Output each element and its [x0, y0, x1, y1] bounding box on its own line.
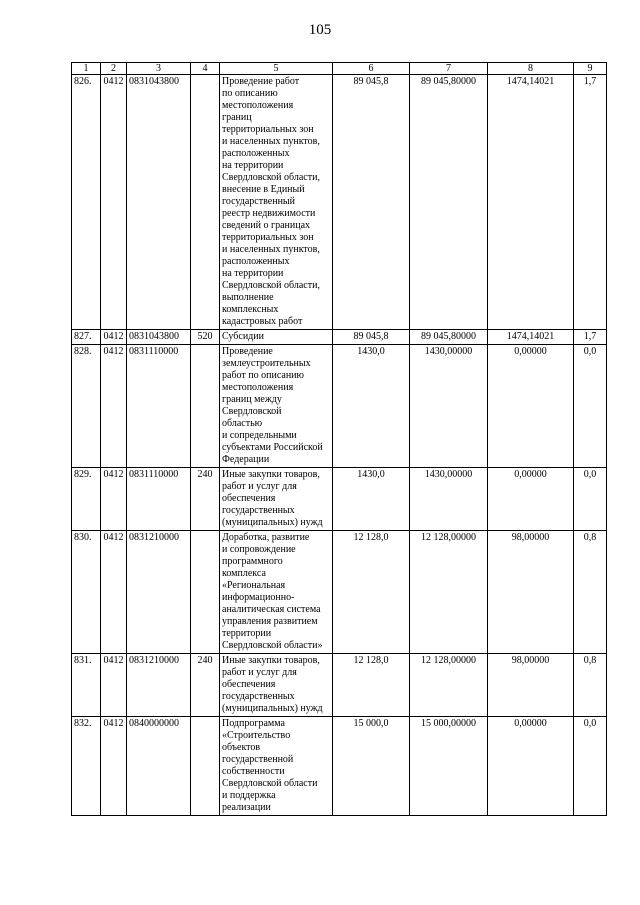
value-col6: 12 128,0	[333, 531, 410, 654]
row-number: 827.	[72, 330, 101, 345]
table-row	[72, 717, 607, 816]
section-code: 0412	[101, 717, 127, 816]
row-number: 829.	[72, 468, 101, 531]
expense-kind: 520	[191, 330, 220, 345]
value-col8: 98,00000	[488, 531, 574, 654]
item-name: Проведение работ по описанию местоположения границ территориальных зон и населенных пунктов, расположенных на территории Свердловской области, внесение в Единый государственный реестр недвижимости сведений о границах территориальных зон и населенных пунктов, расположенных на территории Свердловской области, выполнение комплексных кадастровых работ	[220, 75, 333, 330]
value-col7: 89 045,80000	[410, 75, 488, 330]
value-col6: 89 045,8	[333, 330, 410, 345]
column-header: 6	[333, 63, 410, 75]
expense-kind: 240	[191, 468, 220, 531]
expense-kind	[191, 717, 220, 816]
value-col7: 1430,00000	[410, 468, 488, 531]
value-col6: 1430,0	[333, 345, 410, 468]
column-header: 5	[220, 63, 333, 75]
item-name: Проведение землеустроительных работ по описанию местоположения границ между Свердловской областью и сопредельными субъектами Российской Федерации	[220, 345, 333, 468]
section-code: 0412	[101, 468, 127, 531]
target-code: 0831043800	[127, 75, 191, 330]
value-col9: 0,0	[574, 345, 607, 468]
section-code: 0412	[101, 531, 127, 654]
target-code: 0831210000	[127, 531, 191, 654]
expense-kind: 240	[191, 654, 220, 717]
expense-kind	[191, 345, 220, 468]
table-row	[72, 468, 607, 531]
item-name: Иные закупки товаров, работ и услуг для обеспечения государственных (муниципальных) нужд	[220, 468, 333, 531]
target-code: 0831210000	[127, 654, 191, 717]
row-number: 830.	[72, 531, 101, 654]
table-row	[72, 654, 607, 717]
table-row	[72, 345, 607, 468]
table-row	[72, 531, 607, 654]
target-code: 0840000000	[127, 717, 191, 816]
value-col6: 89 045,8	[333, 75, 410, 330]
value-col6: 12 128,0	[333, 654, 410, 717]
expense-kind	[191, 75, 220, 330]
column-header: 3	[127, 63, 191, 75]
row-number: 832.	[72, 717, 101, 816]
value-col9: 0,8	[574, 531, 607, 654]
page-number: 105	[308, 22, 332, 38]
value-col7: 89 045,80000	[410, 330, 488, 345]
header-row	[72, 63, 607, 75]
row-number: 828.	[72, 345, 101, 468]
value-col8: 98,00000	[488, 654, 574, 717]
section-code: 0412	[101, 654, 127, 717]
table-row	[72, 75, 607, 330]
column-header: 9	[574, 63, 607, 75]
item-name: Иные закупки товаров, работ и услуг для обеспечения государственных (муниципальных) нужд	[220, 654, 333, 717]
item-name: Доработка, развитие и сопровождение программного комплекса «Региональная информационно- аналитическая система управления развитием территории Свердловской области»	[220, 531, 333, 654]
value-col8: 0,00000	[488, 717, 574, 816]
budget-table	[71, 62, 607, 816]
value-col7: 12 128,00000	[410, 654, 488, 717]
row-number: 826.	[72, 75, 101, 330]
column-header: 1	[72, 63, 101, 75]
value-col6: 15 000,0	[333, 717, 410, 816]
target-code: 0831043800	[127, 330, 191, 345]
value-col6: 1430,0	[333, 468, 410, 531]
item-name: Субсидии	[220, 330, 333, 345]
value-col8: 1474,14021	[488, 330, 574, 345]
target-code: 0831110000	[127, 468, 191, 531]
column-header: 8	[488, 63, 574, 75]
item-name: Подпрограмма «Строительство объектов государственной собственности Свердловской области и поддержка реализации	[220, 717, 333, 816]
row-number: 831.	[72, 654, 101, 717]
expense-kind	[191, 531, 220, 654]
target-code: 0831110000	[127, 345, 191, 468]
value-col7: 12 128,00000	[410, 531, 488, 654]
value-col9: 1,7	[574, 330, 607, 345]
value-col8: 0,00000	[488, 345, 574, 468]
value-col8: 0,00000	[488, 468, 574, 531]
table-row	[72, 330, 607, 345]
value-col9: 1,7	[574, 75, 607, 330]
value-col9: 0,8	[574, 654, 607, 717]
value-col7: 15 000,00000	[410, 717, 488, 816]
value-col9: 0,0	[574, 717, 607, 816]
column-header: 7	[410, 63, 488, 75]
section-code: 0412	[101, 330, 127, 345]
value-col7: 1430,00000	[410, 345, 488, 468]
section-code: 0412	[101, 75, 127, 330]
column-header: 4	[191, 63, 220, 75]
value-col8: 1474,14021	[488, 75, 574, 330]
column-header: 2	[101, 63, 127, 75]
value-col9: 0,0	[574, 468, 607, 531]
section-code: 0412	[101, 345, 127, 468]
